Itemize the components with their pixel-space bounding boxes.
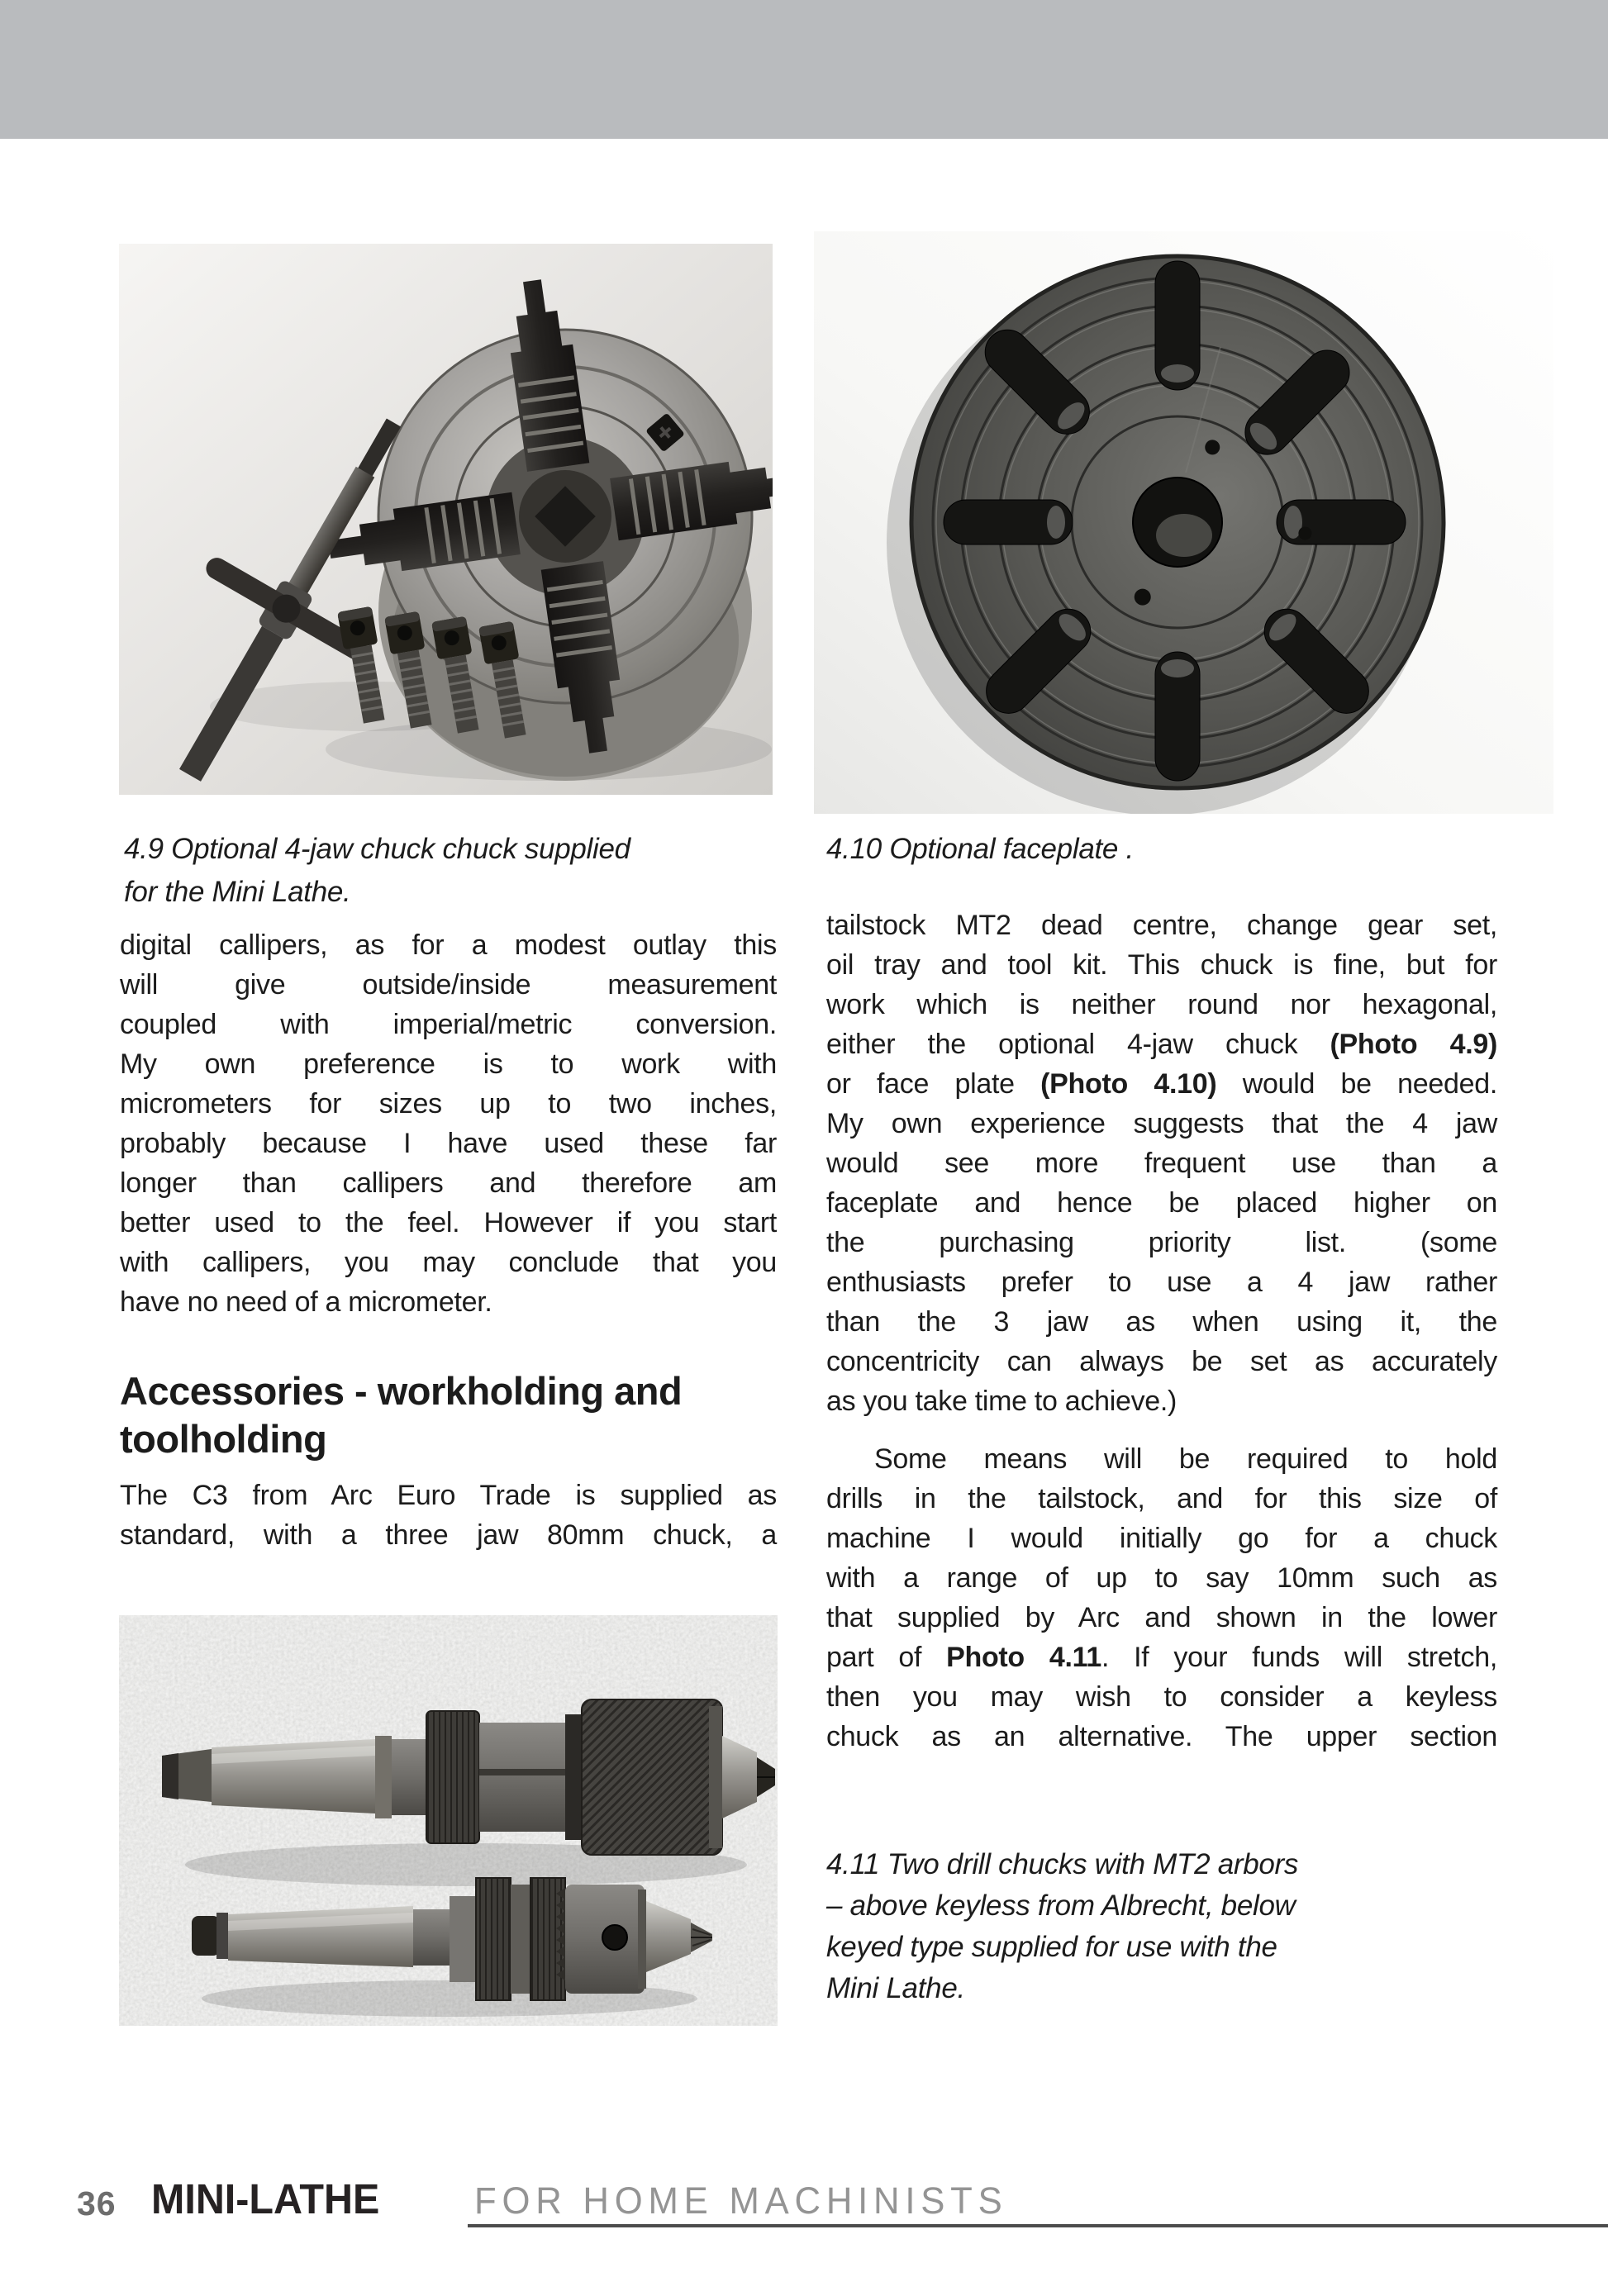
header-bar [0, 0, 1608, 139]
text-line: My own preference is to work with [120, 1048, 777, 1080]
photo-4-10-illustration [814, 231, 1553, 814]
footer-rule [468, 2224, 1608, 2227]
text-line: machine I would initially go for a chuck [826, 1523, 1497, 1554]
text-line: with a range of up to say 10mm such as [826, 1562, 1497, 1594]
text-line: concentricity can always be set as accurately [826, 1346, 1497, 1377]
right-column-paragraph-1 [826, 906, 1497, 1421]
footer-book-subtitle: FOR HOME MACHINISTS [474, 2180, 1008, 2222]
text-line: as you take time to achieve.) [826, 1386, 1177, 1417]
photo-4-9 [119, 244, 773, 795]
text-line: coupled with imperial/metric conversion. [120, 1009, 777, 1040]
photo-4-9-illustration [119, 244, 773, 795]
caption-4-10 [826, 828, 1537, 871]
text-line: enthusiasts prefer to use a 4 jaw rather [826, 1267, 1497, 1298]
text-line: with callipers, you may conclude that you [120, 1247, 777, 1278]
text-line: Mini Lathe. [826, 1972, 965, 2004]
text-line: toolholding [120, 1417, 327, 1461]
text-line: 4.11 Two drill chucks with MT2 arbors [826, 1848, 1299, 1880]
text-line: drills in the tailstock, and for this size of [826, 1483, 1497, 1514]
text-line: work which is neither round nor hexagonal, [826, 989, 1497, 1020]
photo-4-10 [814, 231, 1553, 814]
page-number: 36 [77, 2184, 117, 2222]
text-line: then you may wish to consider a keyless [826, 1681, 1497, 1713]
text-line: 4.9 Optional 4-jaw chuck chuck supplied [124, 833, 630, 865]
text-line: than the 3 jaw as when using it, the [826, 1306, 1497, 1338]
text-line: have no need of a micrometer. [120, 1286, 492, 1318]
text-line: or face plate (Photo 4.10) would be needed. [826, 1068, 1497, 1100]
caption-4-9 [124, 828, 802, 914]
text-line: will give outside/inside measurement [120, 969, 777, 1001]
text-line: that supplied by Arc and shown in the lower [826, 1602, 1497, 1633]
text-line: chuck as an alternative. The upper section [826, 1721, 1497, 1752]
text-line: Some means will be required to hold [874, 1443, 1497, 1475]
photo-4-11-illustration [119, 1615, 778, 2026]
text-line: 4.10 Optional faceplate . [826, 833, 1134, 865]
text-line: micrometers for sizes up to two inches, [120, 1088, 777, 1119]
text-line: probably because I have used these far [120, 1128, 777, 1159]
text-line: faceplate and hence be placed higher on [826, 1187, 1497, 1219]
text-line: oil tray and tool kit. This chuck is fine, but for [826, 949, 1497, 981]
text-line: longer than callipers and therefore am [120, 1167, 777, 1199]
text-line: tailstock MT2 dead centre, change gear set, [826, 910, 1497, 941]
text-line: The C3 from Arc Euro Trade is supplied as [120, 1480, 777, 1511]
section-heading [120, 1367, 789, 1463]
text-line: either the optional 4-jaw chuck (Photo 4.9) [826, 1029, 1497, 1060]
text-line: part of Photo 4.11. If your funds will stretch, [826, 1642, 1497, 1673]
text-line: – above keyless from Albrecht, below [826, 1890, 1296, 1922]
caption-4-11 [826, 1844, 1471, 2009]
text-line: standard, with a three jaw 80mm chuck, a [120, 1519, 777, 1551]
text-line: My own experience suggests that the 4 jaw [826, 1108, 1497, 1139]
photo-4-11 [119, 1615, 778, 2026]
text-line: Accessories - workholding and [120, 1369, 683, 1413]
left-column-paragraph-2 [120, 1476, 777, 1555]
text-line: digital callipers, as for a modest outlay this [120, 929, 777, 961]
text-line: better used to the feel. However if you start [120, 1207, 777, 1238]
left-column-paragraph-1 [120, 925, 777, 1322]
text-line: would see more frequent use than a [826, 1148, 1497, 1179]
right-column-paragraph-2 [826, 1439, 1497, 1756]
text-line: the purchasing priority list. (some [826, 1227, 1497, 1258]
text-line: for the Mini Lathe. [124, 876, 351, 908]
footer-book-title: MINI-LATHE [151, 2175, 380, 2222]
text-line: keyed type supplied for use with the [826, 1931, 1277, 1963]
